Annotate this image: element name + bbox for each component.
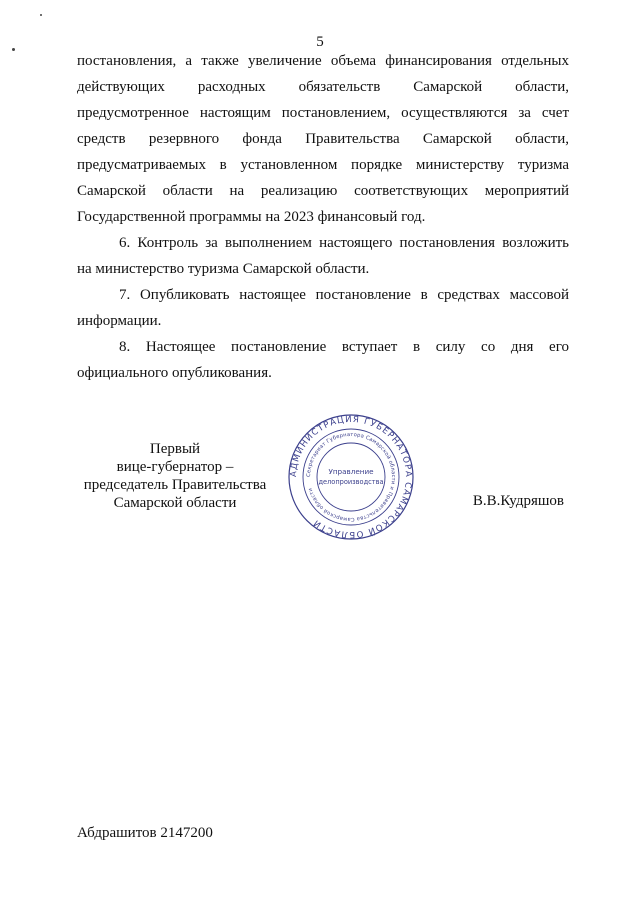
stamp-inner-ring (317, 443, 385, 511)
stamp-center-line1: Управление (328, 467, 374, 476)
body-line: постановления, а также увеличение объема финансирования отдельных (77, 53, 569, 69)
stamp-outer-text: АДМИНИСТРАЦИЯ ГУБЕРНАТОРА САМАРСКОЙ ОБЛАСТИ (288, 414, 414, 540)
signer-title-line: вице-губернатор – (116, 459, 234, 475)
signer-title (60, 440, 290, 512)
body-line: действующих расходных обязательств Самарской области, (77, 79, 569, 95)
signer-title-line: Самарской области (113, 495, 237, 511)
scan-speck (40, 14, 42, 16)
clause-6-line: на министерство туризма Самарской области. (77, 261, 370, 277)
body-line: предусмотренное настоящим постановлением, осуществляются за счет (77, 105, 569, 121)
official-stamp (286, 412, 416, 542)
page-number: 5 (316, 34, 324, 50)
signatory-name: В.В.Кудряшов (472, 493, 564, 509)
signer-title-line: председатель Правительства (83, 477, 267, 493)
stamp-center-line2: делопроизводства (318, 478, 384, 486)
clause-7-line: информации. (77, 313, 162, 329)
clause-6-line: 6. Контроль за выполнением настоящего постановления возложить (119, 235, 569, 251)
executor-note: Абдрашитов 2147200 (77, 825, 213, 841)
stamp-inner-text: Секретариат Губернатора Самарской области и Правительства Самарской области (305, 431, 397, 523)
clause-8-line: 8. Настоящее постановление вступает в силу со дня его (119, 339, 569, 355)
body-line: Самарской области на реализацию соответствующих мероприятий (77, 183, 569, 199)
signer-title-line: Первый (149, 441, 201, 457)
body-line: Государственной программы на 2023 финансовый год. (77, 209, 426, 225)
body-line: средств резервного фонда Правительства Самарской области, (77, 131, 569, 147)
document-body (77, 48, 569, 386)
clause-8-line: официального опубликования. (77, 365, 272, 381)
body-line: предусматриваемых в установленном порядке министерству туризма (77, 157, 569, 173)
clause-7-line: 7. Опубликовать настоящее постановление в средствах массовой (119, 287, 569, 303)
